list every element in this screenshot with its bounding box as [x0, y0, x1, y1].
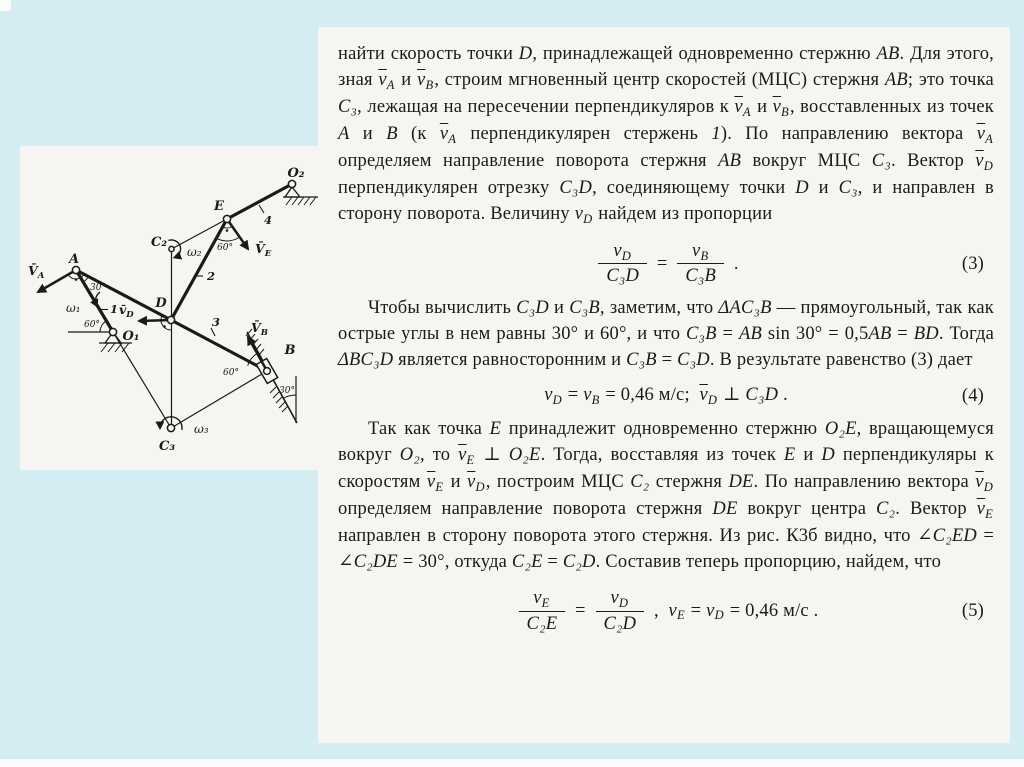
equation-3 [338, 240, 994, 287]
label-O2: O₂ [287, 166, 305, 181]
equation-3-number: (3) [961, 253, 984, 274]
joint-C2 [169, 246, 174, 251]
equation-4-body: $v_D = v_B = 0,46$ м/с; $\overline{v}_D$ ⊥ C₃D . [544, 385, 788, 408]
label-omega1: ω₁ [66, 301, 81, 315]
joint-A [72, 266, 79, 273]
label-angle-30-incline: 30° [279, 386, 295, 396]
support-O2 [283, 187, 318, 205]
label-C3: C₃ [158, 439, 176, 454]
label-E: E [214, 199, 224, 214]
joint-C3 [167, 424, 174, 431]
label-rod2: 2 [207, 269, 216, 283]
label-C2: C₂ [150, 235, 168, 250]
label-angle-60-E: 60° [217, 243, 233, 253]
label-omega2: ω₂ [187, 245, 202, 259]
label-D: D [155, 296, 167, 311]
equation-4 [338, 382, 994, 409]
label-rod3: 3 [212, 315, 221, 329]
text-panel [318, 27, 1010, 743]
equation-5-body: $\frac{v_E}{\text{C₂E}}$ = $\frac{v_D}{\text{C₂D}}$ , $v_E = v_D = 0,46$ м/с . [514, 587, 819, 634]
joints [72, 180, 295, 431]
label-vector-vE [255, 240, 272, 259]
label-vector-vA [28, 262, 45, 281]
label-rod4: 4 [264, 213, 273, 227]
label-vE-main: V̄ [255, 241, 265, 256]
vector-vD [139, 320, 171, 321]
label-vD-sub: D [126, 310, 134, 320]
equation-4-number: (4) [961, 385, 984, 406]
label-vE-sub: E [264, 249, 272, 259]
label-A: A [68, 252, 80, 267]
mechanism-figure [20, 146, 322, 470]
joint-D [167, 316, 174, 323]
label-vB-main: V̄ [251, 320, 261, 335]
paragraph-2: Чтобы вычислить C₃D и C₃B, заметим, что ΔAC₃B — прямоугольный, так как острые углы в нем равны 30° и 60°, и что C₃B = AB sin 30° = 0,5AB = BD. Тогда ΔBC₃D является равносторонним и C₃B = C₃D. В результате равенство (3) дает [338, 298, 994, 371]
label-vD-main: v̄ [119, 302, 127, 317]
joint-O2 [288, 180, 295, 187]
label-angle-30-A: 30° [90, 283, 106, 293]
joint-E [223, 215, 230, 222]
label-B: B [284, 343, 296, 358]
label-angle-60-O1: 60° [84, 320, 100, 330]
corner-square [0, 0, 11, 11]
equation-3-body: $\frac{v_D}{\text{C₃D}}$ = $\frac{v_B}{\text{C₃B}}$ . [593, 240, 738, 287]
rod-4-O2E [227, 184, 292, 219]
diagram-panel [20, 146, 322, 470]
label-vector-vD [119, 302, 134, 320]
label-angle-60-B: 60° [223, 368, 239, 378]
paragraph-3: Так как точка E принадлежит одновременно стержню O₂E, вращающемуся вокруг O₂, то $\overline{v}_E$ ⊥ O₂E. Тогда, восставляя из точек E и D перпендикуляры к скоростям $\overline{v}_E$ и $\overline{v}_D$, построим МЦС C₂ стержня DE. По направлению вектора $\overline{v}_D$ определяем направление поворота стержня DE вокруг центра C₂. Вектор $\overline{v}_E$ направлен в сторону поворота этого стержня. Из рис. К3б видно, что ∠C₂ED = ∠C₂DE = 30°, откуда C₂E = C₂D. Составив теперь пропорцию, найдем, что [338, 419, 994, 573]
label-vA-main: V̄ [28, 263, 38, 278]
label-vA-sub: A [37, 271, 45, 281]
label-vB-sub: B [260, 328, 268, 338]
equation-5 [338, 587, 994, 634]
joint-B [264, 368, 271, 375]
label-O1: O₁ [122, 329, 140, 344]
equation-5-number: (5) [961, 601, 984, 622]
paragraph-1: найти скорость точки D, принадлежащей одновременно стержню AB. Для этого, зная $\overline{v}_A$ и $\overline{v}_B$, строим мгновенный центр скоростей (МЦС) стержня AB; это точка C₃, лежащая на пересечении перпендикуляров к $\overline{v}_A$ и $\overline{v}_B$, восставленных из точек A и B (к $\overline{v}_A$ перпендикулярен стержень 1). По направлению вектора $\overline{v}_A$ определяем направление поворота стержня AB вокруг МЦС C₃. Вектор $\overline{v}_D$ перпендикулярен отрезку C₃D, соединяющему точки D и C₃, и направлен в сторону поворота. Величину $v_D$ найдем из пропорции [338, 44, 994, 226]
joint-O1 [109, 328, 116, 335]
label-rod1: 1 [110, 302, 119, 316]
label-omega3: ω₃ [194, 422, 209, 436]
